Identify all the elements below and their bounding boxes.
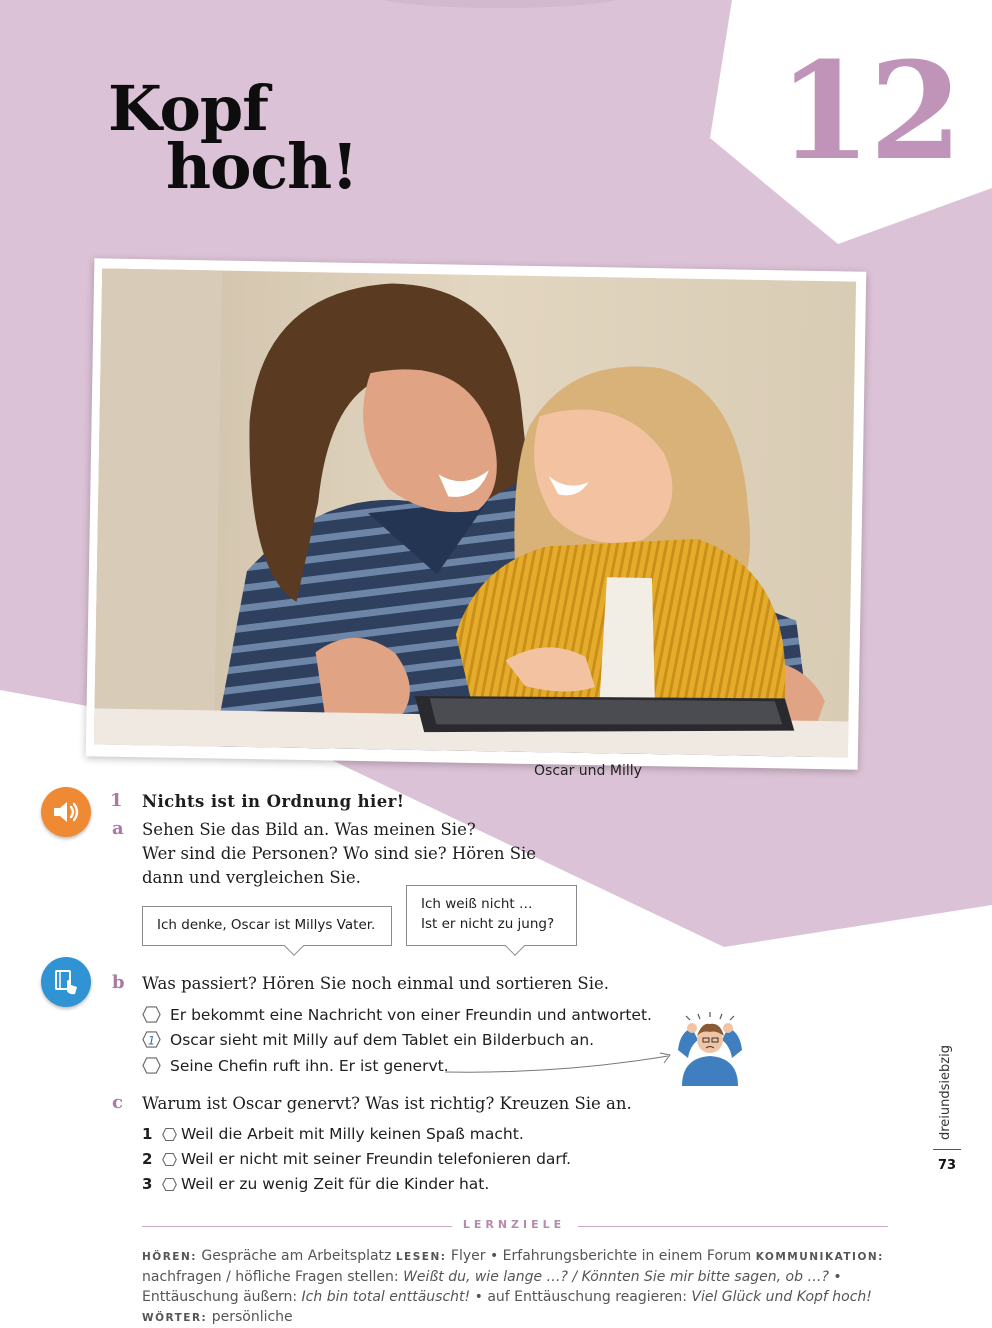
sort-option-text: Er bekommt eine Nachricht von einer Freundin und antwortet. bbox=[170, 1005, 652, 1024]
subtask-b-instruction: Was passiert? Hören Sie noch einmal und sortieren Sie. bbox=[142, 974, 609, 993]
choice-option[interactable] bbox=[142, 1175, 489, 1193]
goal-example: Ich bin total enttäuscht! bbox=[301, 1289, 471, 1305]
photo-image bbox=[94, 268, 856, 757]
arrow-icon bbox=[440, 1048, 680, 1078]
divider bbox=[578, 1226, 888, 1227]
chapter-title bbox=[108, 72, 358, 203]
sort-marker: 1 bbox=[147, 1033, 156, 1048]
goal-text: • auf Enttäuschung reagieren: bbox=[474, 1289, 687, 1305]
hexagon-checkbox[interactable] bbox=[142, 1056, 161, 1075]
choice-option[interactable] bbox=[142, 1150, 571, 1168]
goal-text: persönliche bbox=[211, 1309, 293, 1325]
choice-number: 2 bbox=[142, 1150, 153, 1168]
hexagon-checkbox[interactable] bbox=[162, 1177, 177, 1192]
subtask-c-instruction: Warum ist Oscar genervt? Was ist richtig? Kreuzen Sie an. bbox=[142, 1094, 632, 1113]
speaker-icon[interactable] bbox=[41, 787, 91, 837]
subtask-b-letter: b bbox=[112, 972, 125, 993]
page-word bbox=[938, 1040, 958, 1140]
chapter-title-line1: Kopf bbox=[108, 72, 268, 145]
subtask-a-instruction bbox=[142, 818, 536, 890]
speech-bubble-text: Ich weiß nicht … bbox=[421, 896, 533, 912]
instruction-line: dann und vergleichen Sie. bbox=[142, 868, 361, 887]
goal-label: LESEN: bbox=[395, 1251, 447, 1263]
goal-label: WÖRTER: bbox=[142, 1312, 208, 1324]
hexagon-checkbox[interactable] bbox=[162, 1127, 177, 1142]
hexagon-checkbox[interactable] bbox=[142, 1005, 161, 1024]
choice-text: Weil die Arbeit mit Milly keinen Spaß macht. bbox=[181, 1125, 524, 1143]
photo-frame bbox=[86, 258, 867, 769]
goal-text: • Enttäuschung äußern: bbox=[142, 1269, 842, 1305]
goal-text: Gespräche am Arbeitsplatz bbox=[201, 1248, 392, 1264]
speech-bubble-1 bbox=[142, 906, 392, 946]
instruction-line: Wer sind die Personen? Wo sind sie? Hören Sie bbox=[142, 844, 537, 863]
sort-option[interactable] bbox=[142, 1005, 652, 1024]
page-number: 73 bbox=[938, 1158, 957, 1173]
goal-example: Weißt du, wie lange …? / Könnten Sie mir bitte sagen, ob …? bbox=[403, 1269, 829, 1285]
touch-book-icon[interactable] bbox=[41, 957, 91, 1007]
photo-caption: Oscar und Milly bbox=[534, 763, 642, 779]
goal-example: Viel Glück und Kopf hoch! bbox=[691, 1289, 872, 1305]
divider bbox=[142, 1226, 452, 1227]
exercise-title: Nichts ist in Ordnung hier! bbox=[142, 792, 405, 811]
goal-text: Flyer • Erfahrungsberichte in einem Forum bbox=[450, 1248, 752, 1264]
stressed-man-illustration bbox=[672, 1010, 748, 1090]
sort-option[interactable] bbox=[142, 1056, 449, 1075]
choice-text: Weil er zu wenig Zeit für die Kinder hat. bbox=[181, 1175, 490, 1193]
sort-option-text: Oscar sieht mit Milly auf dem Tablet ein Bilderbuch an. bbox=[170, 1030, 595, 1049]
goal-label: KOMMUNIKATION: bbox=[755, 1251, 884, 1263]
sort-option-text: Seine Chefin ruft ihn. Er ist genervt. bbox=[170, 1056, 449, 1075]
chapter-title-line2: hoch! bbox=[166, 130, 358, 203]
choice-option[interactable] bbox=[142, 1125, 524, 1143]
subtask-c-letter: c bbox=[112, 1092, 123, 1113]
page-word-text: dreiundsiebzig bbox=[938, 1045, 953, 1140]
choice-text: Weil er nicht mit seiner Freundin telefonieren darf. bbox=[181, 1150, 572, 1168]
instruction-line: Sehen Sie das Bild an. Was meinen Sie? bbox=[142, 820, 476, 839]
choice-number: 3 bbox=[142, 1175, 153, 1193]
learning-goals bbox=[142, 1246, 892, 1328]
subtask-a-letter: a bbox=[112, 818, 124, 839]
speech-bubble-2 bbox=[406, 885, 577, 946]
hexagon-checkbox[interactable] bbox=[162, 1152, 177, 1167]
choice-number: 1 bbox=[142, 1125, 153, 1143]
lernziele-heading: LERNZIELE bbox=[462, 1218, 566, 1231]
chapter-number: 12 bbox=[778, 32, 961, 190]
exercise-number: 1 bbox=[110, 790, 123, 811]
hexagon-checkbox[interactable] bbox=[142, 1030, 161, 1049]
goal-label: HÖREN: bbox=[142, 1251, 197, 1263]
speech-bubble-text: Ist er nicht zu jung? bbox=[421, 916, 555, 932]
goal-text: nachfragen / höfliche Fragen stellen: bbox=[142, 1269, 399, 1285]
sort-option[interactable] bbox=[142, 1030, 594, 1049]
speech-bubble-text: Ich denke, Oscar ist Millys Vater. bbox=[157, 917, 376, 933]
divider bbox=[933, 1149, 961, 1150]
